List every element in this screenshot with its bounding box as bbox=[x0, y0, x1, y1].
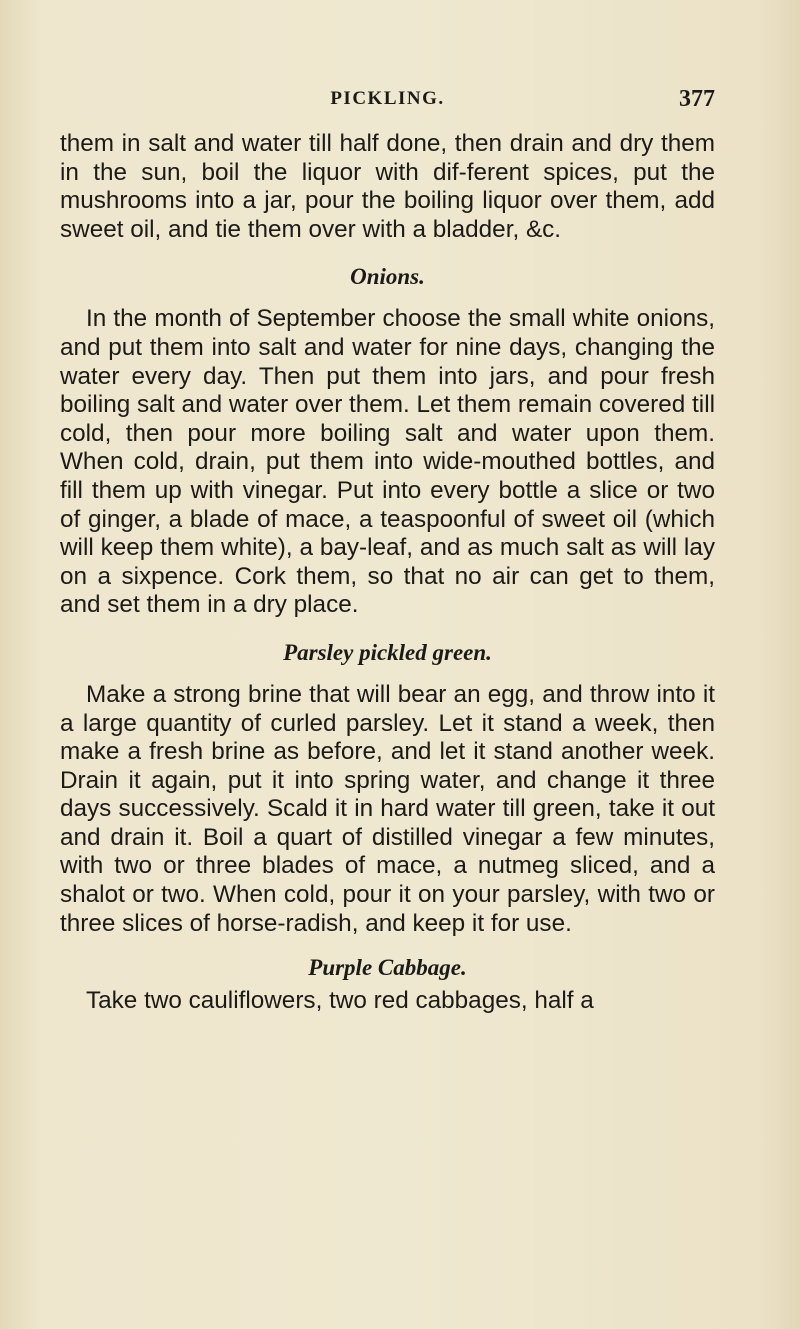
paragraph-onions: In the month of September choose the small white onions, and put them into salt and water for nine days, changing the water every day. Then put them into jars, and pour fresh boiling salt and water over them. Let them remain covered till cold, then pour more boiling salt and water upon them. When cold, drain, put them into wide-mouthed bottles, and fill them up with vinegar. Put into every bottle a slice or two of ginger, a blade of mace, a teaspoonful of sweet oil (which will keep them white), a bay-leaf, and as much salt as will lay on a sixpence. Cork them, so that no air can get to them, and set them in a dry place. bbox=[60, 305, 715, 619]
paragraph-purple-cabbage: Take two cauliflowers, two red cabbages, half a bbox=[86, 987, 594, 1015]
paragraph-parsley: Make a strong brine that will bear an egg, and throw into it a large quantity of curled parsley. Let it stand a week, then make a fresh brine as before, and let it stand another week. Drain it again, put it into spring water, and change it three days successively. Scald it in hard water till green, take it out and drain it. Boil a quart of distilled vinegar a few minutes, with two or three blades of mace, a nutmeg sliced, and a shalot or two. When cold, pour it on your parsley, with two or three slices of horse-radish, and keep it for use. bbox=[60, 680, 715, 937]
page-number: 377 bbox=[679, 86, 715, 112]
heading-purple-cabbage: Purple Cabbage. bbox=[308, 955, 467, 981]
heading-onions: Onions. bbox=[350, 264, 425, 290]
running-head: PICKLING. bbox=[330, 88, 445, 109]
page-header bbox=[60, 86, 715, 122]
heading-parsley: Parsley pickled green. bbox=[283, 639, 492, 665]
paragraph-mushrooms-continued: them in salt and water till half done, then drain and dry them in the sun, boil the liquor with dif-ferent spices, put the mushrooms into a jar, pour the boiling liquor over them, add sweet oil, and tie them over with a bladder, &c. bbox=[60, 130, 715, 243]
body-text bbox=[60, 130, 715, 1016]
